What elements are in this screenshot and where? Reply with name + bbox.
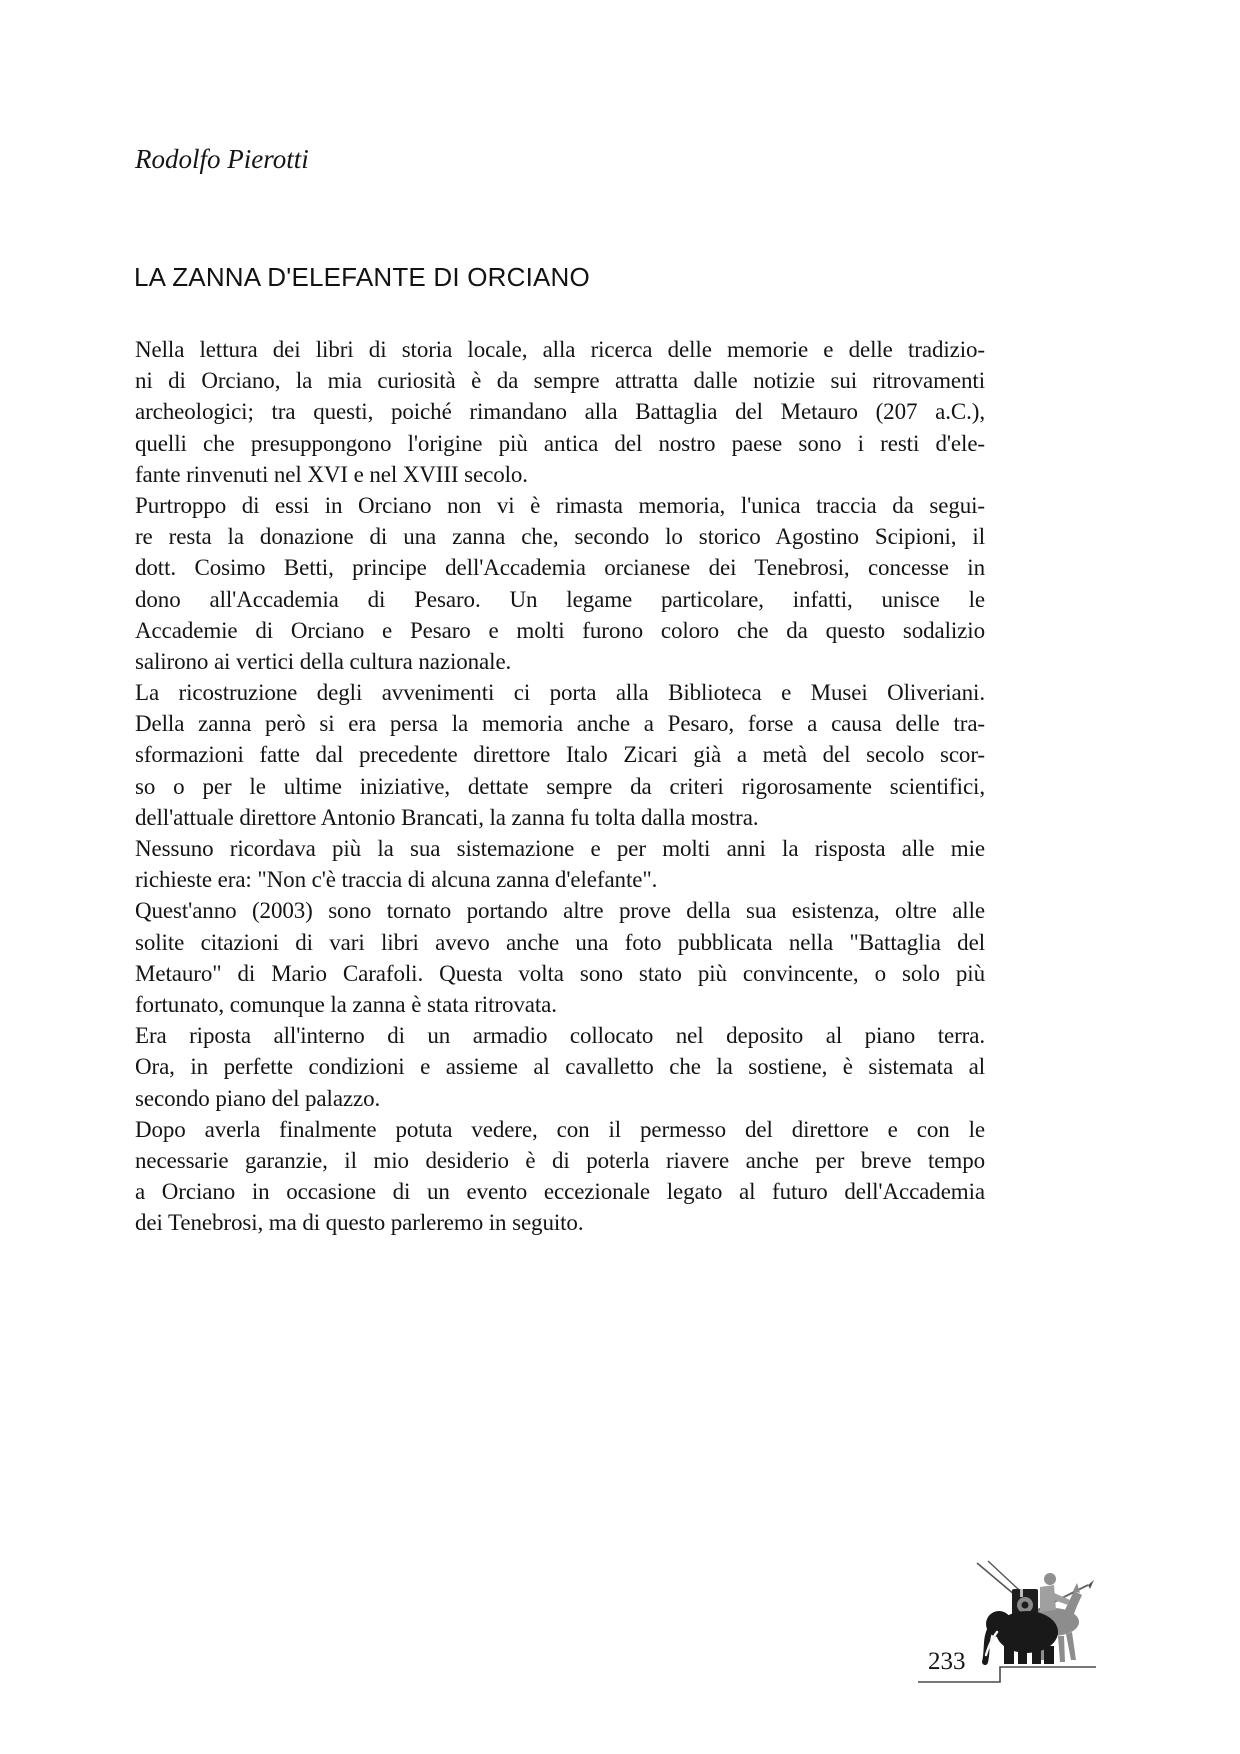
war-elephant-icon [974,1560,1096,1668]
text-line: secondo piano del palazzo. [135,1085,381,1111]
text-line: richieste era: "Non c'è traccia di alcuna zanna d'elefante". [135,867,658,893]
text-line: Metauro" di Mario Carafoli. Questa volta sono stato più convincente, o solo più [135,960,985,986]
text-line: dott. Cosimo Betti, principe dell'Accademia orcianese dei Tenebrosi, concesse in [135,555,985,581]
text-line: Nessuno ricordava più la sua sistemazione e per molti anni la risposta alle mie [135,836,985,861]
text-line: solite citazioni di vari libri avevo anche una foto pubblicata nella "Battaglia del [135,929,985,955]
text-line: fante rinvenuti nel XVI e nel XVIII secolo. [135,461,528,487]
text-line: fortunato, comunque la zanna è stata ritrovata. [135,991,557,1017]
author-name: Rodolfo Pierotti [135,144,309,174]
text-line: Della zanna però si era persa la memoria anche a Pesaro, forse a causa delle tra- [135,711,985,737]
text-line: quelli che presuppongono l'origine più antica del nostro paese sono i resti d'ele- [135,430,985,456]
text-line: necessarie garanzie, il mio desiderio è di poterla riavere anche per breve tempo [135,1147,985,1173]
text-line: La ricostruzione degli avvenimenti ci porta alla Biblioteca e Musei Oliveriani. [135,680,985,706]
text-line: sformazioni fatte dal precedente direttore Italo Zicari già a metà del secolo scor- [135,742,985,768]
text-line: Nella lettura dei libri di storia locale, alla ricerca delle memorie e delle tradizio- [135,337,985,362]
text-line: Dopo averla finalmente potuta vedere, con il permesso del direttore e con le [135,1116,985,1142]
text-line: ni di Orciano, la mia curiosità è da sempre attratta dalle notizie sui ritrovamenti [135,368,985,394]
text-line: salirono ai vertici della cultura nazionale. [135,648,512,674]
text-line: dell'attuale direttore Antonio Brancati, la zanna fu tolta dalla mostra. [135,804,759,830]
text-line: so o per le ultime iniziative, dettate sempre da criteri rigorosamente scientifici, [135,773,985,799]
text-line: dono all'Accademia di Pesaro. Un legame particolare, infatti, unisce le [135,586,985,612]
text-line: archeologici; tra questi, poiché rimandano alla Battaglia del Metauro (207 a.C.), [135,399,985,425]
text-line: re resta la donazione di una zanna che, secondo lo storico Agostino Scipioni, il [135,524,985,550]
page-number: 233 [928,1648,966,1675]
text-line: Accademie di Orciano e Pesaro e molti furono coloro che da questo sodalizio [135,617,985,643]
body-text [135,334,985,1238]
text-line: a Orciano in occasione di un evento eccezionale legato al futuro dell'Accademia [135,1179,985,1205]
text-line: dei Tenebrosi, ma di questo parleremo in seguito. [135,1210,584,1236]
text-line: Purtroppo di essi in Orciano non vi è rimasta memoria, l'unica traccia da segui- [135,492,985,518]
text-line: Era riposta all'interno di un armadio collocato nel deposito al piano terra. [135,1023,985,1049]
text-line: Quest'anno (2003) sono tornato portando altre prove della sua esistenza, oltre alle [135,898,985,924]
page-title: LA ZANNA D'ELEFANTE DI ORCIANO [134,262,590,292]
text-line: Ora, in perfette condizioni e assieme al cavalletto che la sostiene, è sistemata al [135,1054,985,1080]
